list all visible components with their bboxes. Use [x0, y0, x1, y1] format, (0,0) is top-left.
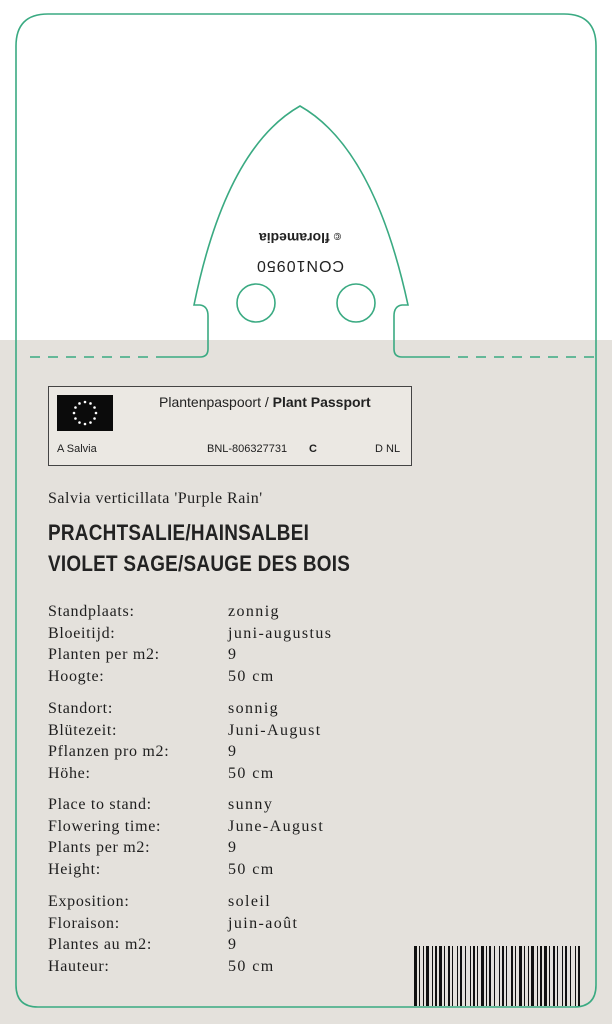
eu-flag-icon	[57, 395, 113, 431]
hang-hole-left	[237, 284, 275, 322]
hang-hole-right	[337, 284, 375, 322]
common-name-2: VIOLET SAGE/SAUGE DES BOIS	[48, 551, 351, 576]
passport-field-d: D NL	[375, 443, 401, 455]
copyright-mark: ©	[333, 230, 342, 241]
common-name-1: PRACHTSALIE/HAINSALBEI	[48, 520, 310, 545]
passport-field-c: C	[309, 443, 317, 455]
latin-name: Salvia verticillata 'Purple Rain'	[48, 490, 263, 507]
brand-name: floramedia	[258, 230, 330, 246]
passport-field-b: BNL-806327731	[207, 443, 288, 455]
product-code: CON10950	[255, 257, 345, 274]
barcode-icon	[412, 946, 584, 1006]
passport-title: Plantenpaspoort / Plant Passport	[159, 394, 371, 410]
passport-field-a: A Salvia	[57, 443, 97, 455]
brand-logo	[220, 230, 380, 246]
plant-passport-box	[48, 386, 412, 466]
